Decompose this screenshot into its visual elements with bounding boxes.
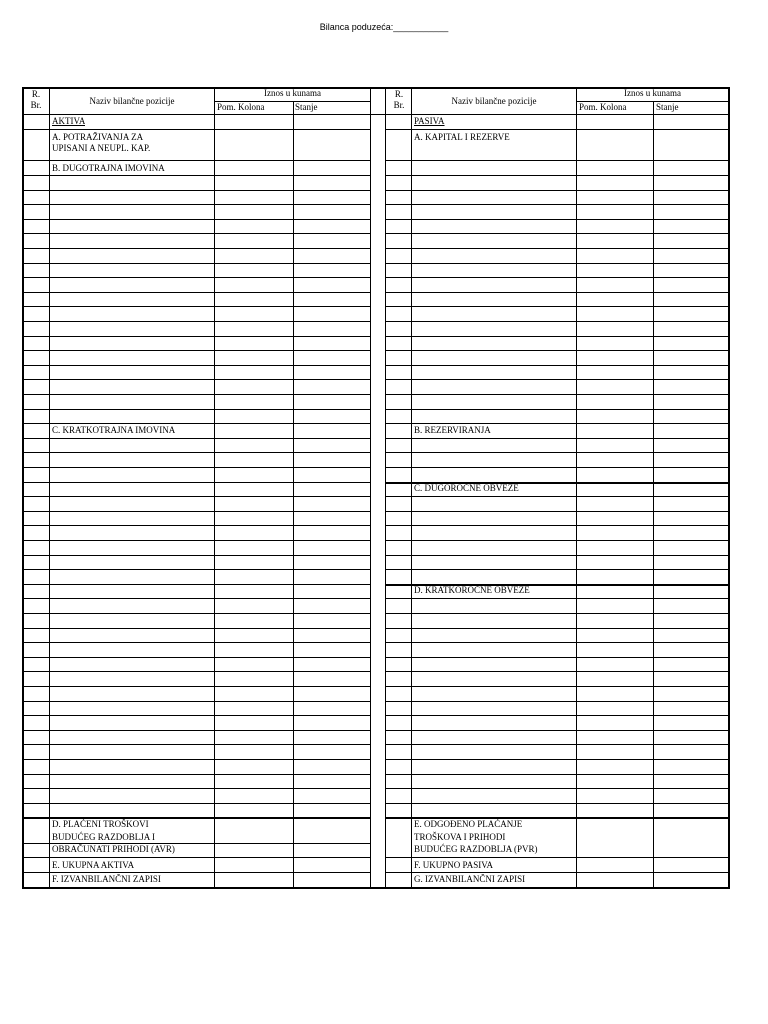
table-rule <box>22 628 371 629</box>
table-rule <box>22 525 371 526</box>
table-rule <box>22 759 371 760</box>
table-rule <box>22 511 371 512</box>
table-rule <box>385 569 729 570</box>
table-rule <box>385 715 729 716</box>
table-rule <box>385 686 729 687</box>
document-title: Bilanca poduzeća:___________ <box>319 22 449 32</box>
table-rule <box>385 129 729 130</box>
table-rule <box>22 160 371 161</box>
aktiva-e-label: E. UKUPNA AKTIVA <box>52 860 135 870</box>
table-rule <box>22 467 371 468</box>
table-rule <box>385 87 386 887</box>
table-rule <box>22 555 371 556</box>
table-rule <box>22 394 371 395</box>
table-rule <box>22 872 371 873</box>
table-rule <box>385 350 729 351</box>
pasiva-g-label: G. IZVANBILANČNI ZAPISI <box>414 874 526 884</box>
table-rule <box>22 730 371 731</box>
table-rule <box>22 204 371 205</box>
pasiva-a-label: A. KAPITAL I REZERVE <box>414 132 510 142</box>
table-rule <box>385 365 729 366</box>
table-rule <box>370 87 371 887</box>
table-rule <box>22 452 371 453</box>
right-stanje-header: Stanje <box>656 102 679 112</box>
table-rule <box>22 219 371 220</box>
pasiva-e-label: E. ODGOĐENO PLAĆANJE TROŠKOVA I PRIHODI BUDUĆEG RAZDOBLJA (PVR) <box>414 819 538 854</box>
right-naziv-header: Naziv bilančne pozicije <box>451 96 537 106</box>
right-pom-kolona-header: Pom. Kolona <box>579 102 627 112</box>
table-rule <box>22 175 371 176</box>
table-rule <box>22 774 371 775</box>
table-rule <box>22 263 371 264</box>
table-rule <box>22 598 371 599</box>
table-rule <box>22 277 371 278</box>
table-rule <box>385 525 729 526</box>
left-stanje-header: Stanje <box>295 102 318 112</box>
table-rule <box>385 628 729 629</box>
table-rule <box>385 803 729 804</box>
table-rule <box>385 657 729 658</box>
table-rule <box>385 744 729 745</box>
table-rule <box>411 87 412 887</box>
table-rule <box>22 306 371 307</box>
table-rule <box>22 482 371 483</box>
table-rule <box>22 190 371 191</box>
aktiva-d-label: D. PLAĆENI TROŠKOVI BUDUĆEG RAZDOBLJA I OBRAČUNATI PRIHODI (AVR) <box>52 819 175 854</box>
table-rule <box>22 496 371 497</box>
table-rule <box>385 321 729 322</box>
table-rule <box>385 555 729 556</box>
table-rule <box>385 233 729 234</box>
table-rule <box>22 613 371 614</box>
table-rule <box>370 114 386 115</box>
table-rule <box>385 263 729 264</box>
table-rule <box>385 190 729 191</box>
pasiva-d-label: D. KRATKOROČNE OBVEZE <box>414 585 530 595</box>
table-rule <box>22 336 371 337</box>
table-rule <box>22 803 371 804</box>
table-rule <box>385 671 729 672</box>
pasiva-c-label: C. DUGOROČNE OBVEZE <box>414 483 519 493</box>
table-rule <box>214 87 215 887</box>
table-rule <box>22 292 371 293</box>
table-rule <box>385 598 729 599</box>
table-rule <box>385 175 729 176</box>
left-pom-kolona-header: Pom. Kolona <box>217 102 265 112</box>
table-rule <box>385 336 729 337</box>
aktiva-f-label: F. IZVANBILANČNI ZAPISI <box>52 874 161 884</box>
table-rule <box>22 540 371 541</box>
table-rule <box>385 277 729 278</box>
table-rule <box>385 409 729 410</box>
table-rule <box>22 857 371 858</box>
table-rule <box>22 584 371 585</box>
table-rule <box>385 496 729 497</box>
table-rule <box>385 423 729 424</box>
table-rule <box>22 365 371 366</box>
table-rule <box>385 452 729 453</box>
table-rule <box>385 160 729 161</box>
aktiva-section-label: AKTIVA <box>52 116 86 126</box>
table-rule <box>22 379 371 380</box>
table-rule <box>385 613 729 614</box>
table-rule <box>385 788 729 789</box>
table-rule <box>22 248 371 249</box>
table-rule <box>22 701 371 702</box>
table-rule <box>22 438 371 439</box>
table-rule <box>385 774 729 775</box>
left-rbr-header: R. Br. <box>30 89 42 110</box>
table-rule <box>728 87 730 889</box>
table-rule <box>22 87 24 889</box>
table-rule <box>385 438 729 439</box>
table-rule <box>22 642 371 643</box>
pasiva-f-label: F. UKUPNO PASIVA <box>414 860 494 870</box>
left-naziv-header: Naziv bilančne pozicije <box>89 96 175 106</box>
table-rule <box>22 350 371 351</box>
pasiva-section-label: PASIVA <box>414 116 445 126</box>
table-rule <box>22 569 371 570</box>
table-rule <box>385 219 729 220</box>
table-rule <box>576 87 577 887</box>
table-rule <box>22 657 371 658</box>
table-rule <box>22 686 371 687</box>
table-rule <box>385 872 729 873</box>
table-rule <box>385 379 729 380</box>
table-rule <box>22 129 371 130</box>
table-rule <box>22 423 371 424</box>
table-rule <box>22 744 371 745</box>
table-rule <box>385 292 729 293</box>
table-rule <box>22 409 371 410</box>
table-rule <box>385 642 729 643</box>
table-rule <box>385 511 729 512</box>
table-rule <box>49 87 50 887</box>
aktiva-b-label: B. DUGOTRAJNA IMOVINA <box>52 163 165 173</box>
table-rule <box>385 701 729 702</box>
aktiva-a-label: A. POTRAŽIVANJA ZA UPISANI A NEUPL. KAP. <box>52 132 151 153</box>
right-iznos-header: Iznos u kunama <box>624 88 681 98</box>
table-rule <box>22 887 730 889</box>
left-iznos-header: Iznos u kunama <box>264 88 321 98</box>
table-rule <box>22 321 371 322</box>
table-rule <box>22 715 371 716</box>
table-rule <box>385 759 729 760</box>
table-rule <box>22 233 371 234</box>
table-rule <box>385 857 729 858</box>
pasiva-b-label: B. REZERVIRANJA <box>414 425 491 435</box>
right-rbr-header: R. Br. <box>393 89 405 110</box>
aktiva-c-label: C. KRATKOTRAJNA IMOVINA <box>52 425 176 435</box>
table-rule <box>22 788 371 789</box>
table-rule <box>22 671 371 672</box>
table-rule <box>385 204 729 205</box>
table-rule <box>385 540 729 541</box>
table-rule <box>385 394 729 395</box>
table-rule <box>385 467 729 468</box>
table-rule <box>385 306 729 307</box>
table-rule <box>385 730 729 731</box>
table-rule <box>385 248 729 249</box>
